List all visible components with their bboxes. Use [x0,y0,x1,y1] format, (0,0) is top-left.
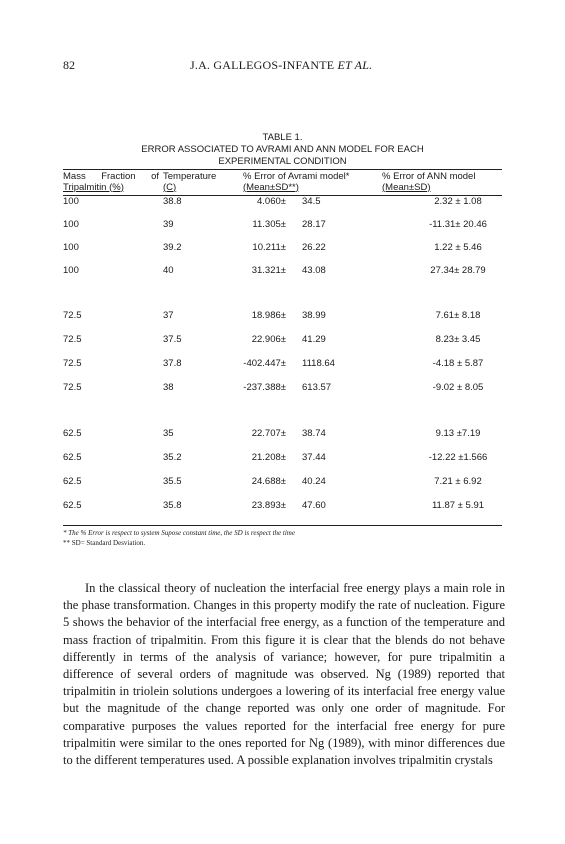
cell-ann-error: -12.22 ±1.566 [428,452,488,463]
cell-ann-error: -11.31± 20.46 [429,219,487,230]
cell-avrami-sd: 47.60 [302,500,326,511]
table-label: TABLE 1. [262,132,303,143]
cell-temperature: 37 [163,310,174,321]
cell-mass-fraction: 62.5 [63,476,82,487]
cell-ann-error: -9.02 ± 8.05 [432,382,484,393]
cell-avrami-sd: 38.74 [302,428,326,439]
table-caption-line1: ERROR ASSOCIATED TO AVRAMI AND ANN MODEL FOR EACH [141,144,424,155]
cell-avrami-sd: 40.24 [302,476,326,487]
cell-temperature: 39.2 [163,242,182,253]
cell-temperature: 35.8 [163,500,182,511]
cell-ann-error: 1.22 ± 5.46 [434,242,482,253]
cell-avrami-mean: 24.688± [251,476,286,487]
cell-mass-fraction: 100 [63,196,79,207]
cell-avrami-mean: 11.305± [252,219,286,230]
cell-avrami-mean: 10.211± [252,242,286,253]
cell-temperature: 38.8 [163,196,182,207]
table-row [63,452,502,464]
header-avrami-error [243,172,349,193]
header-ann-error [382,172,475,193]
header-fraction-word: Fraction [101,171,136,182]
cell-ann-error: 2.32 ± 1.08 [434,196,482,207]
cell-mass-fraction: 62.5 [63,452,82,463]
table-row [63,476,502,488]
body-paragraph: In the classical theory of nucleation the interfacial free energy plays a main role in the phase transformation. Changes in this property modify the rate of nucleation. Figure 5 shows the behavior of the interfacial free energy, as a function of the temperature and mass fraction of tripalmitin. From this figure it is clear that the blends do not behave differently in terms of the analysis of variance; however, for pure tripalmitin a difference of several orders of magnitude was observed. Ng (1989) reported that tripalmitin in triolein solutions undergoes a lowering of its interfacial free energy value but the magnitude of the change reported was only one order of magnitude. For comparative purposes the values reported for the interfacial free energy for pure tripalmitin were similar to the ones reported for Ng (1989), with minor differences due to the different temperatures used. A possible explanation involves tripalmitin crystals [63,581,505,768]
cell-avrami-sd: 41.29 [302,334,326,345]
cell-temperature: 37.8 [163,358,182,369]
cell-avrami-mean: 23.893± [251,500,286,511]
table-row [63,500,502,512]
cell-avrami-mean: -237.388± [243,382,286,393]
cell-ann-error: 8.23± 3.45 [435,334,481,345]
cell-avrami-sd: 43.08 [302,265,326,276]
table-caption-line2: EXPERIMENTAL CONDITION [218,156,347,167]
cell-avrami-sd: 38.99 [302,310,326,321]
cell-avrami-mean: 22.707± [251,428,286,439]
header-temp-line1: Temperature [163,171,217,182]
cell-avrami-sd: 26.22 [302,242,326,253]
table-row [63,242,502,254]
header-temp-line2: (C) [163,181,177,193]
cell-temperature: 39 [163,219,174,230]
cell-mass-fraction: 62.5 [63,428,82,439]
cell-temperature: 37.5 [163,334,182,345]
header-avrami-line1: % Error of Avrami model* [243,171,350,182]
cell-mass-fraction: 72.5 [63,334,82,345]
cell-temperature: 35.5 [163,476,182,487]
cell-ann-error: 27.34± 28.79 [430,265,486,276]
running-title-authors: J.A. GALLEGOS-INFANTE [190,58,335,72]
cell-avrami-sd: 34.5 [302,196,321,207]
cell-avrami-mean: 31.321± [251,265,286,276]
running-header [190,58,372,73]
header-avrami-line2: (Mean±SD**) [243,181,299,193]
cell-mass-fraction: 72.5 [63,358,82,369]
cell-avrami-sd: 37.44 [302,452,326,463]
cell-mass-fraction: 100 [63,242,79,253]
cell-mass-fraction: 72.5 [63,310,82,321]
cell-avrami-mean: 18.986± [251,310,286,321]
cell-avrami-mean: 22.906± [251,334,286,345]
cell-avrami-sd: 1118.64 [302,358,335,369]
header-ann-line2: (Mean±SD) [382,181,431,193]
header-ann-line1: % Error of ANN model [382,171,476,182]
cell-temperature: 35 [163,428,174,439]
cell-ann-error: 7.21 ± 6.92 [434,476,482,487]
header-temperature [163,172,216,193]
table-row [63,219,502,231]
running-title-etal: ET AL. [337,58,373,72]
cell-avrami-sd: 28.17 [302,219,326,230]
cell-ann-error: 11.87 ± 5.91 [431,500,485,511]
table-footnote-1: * The % Error is respect to system Supose constant time, the SD is respect the time [63,529,295,537]
header-mass-fraction [63,172,159,193]
header-mass-word: Mass [63,171,86,182]
cell-ann-error: -4.18 ± 5.87 [432,358,484,369]
header-mass-line2: Tripalmitin (%) [63,181,124,193]
table-row [63,196,502,208]
cell-ann-error: 9.13 ±7.19 [435,428,481,439]
header-of-word: of [151,171,159,182]
table-footnote-2: ** SD= Standard Desviation. [63,539,146,547]
cell-avrami-sd: 613.57 [302,382,332,393]
cell-avrami-mean: 4.060± [257,196,286,207]
cell-avrami-mean: -402.447± [243,358,286,369]
table-bottom-rule [63,525,502,526]
table-row [63,358,502,370]
cell-ann-error: 7.61± 8.18 [435,310,481,321]
cell-mass-fraction: 100 [63,265,79,276]
cell-temperature: 40 [163,265,174,276]
table-row [63,428,502,440]
table-top-rule [63,169,502,170]
cell-mass-fraction: 72.5 [63,382,82,393]
table-row [63,334,502,346]
table-row [63,382,502,394]
table-row [63,310,502,322]
cell-temperature: 35.2 [163,452,182,463]
cell-temperature: 38 [163,382,174,393]
body-text [63,580,505,769]
cell-mass-fraction: 62.5 [63,500,82,511]
cell-avrami-mean: 21.208± [251,452,286,463]
cell-mass-fraction: 100 [63,219,79,230]
page-number: 82 [63,58,75,72]
table-row [63,265,502,277]
